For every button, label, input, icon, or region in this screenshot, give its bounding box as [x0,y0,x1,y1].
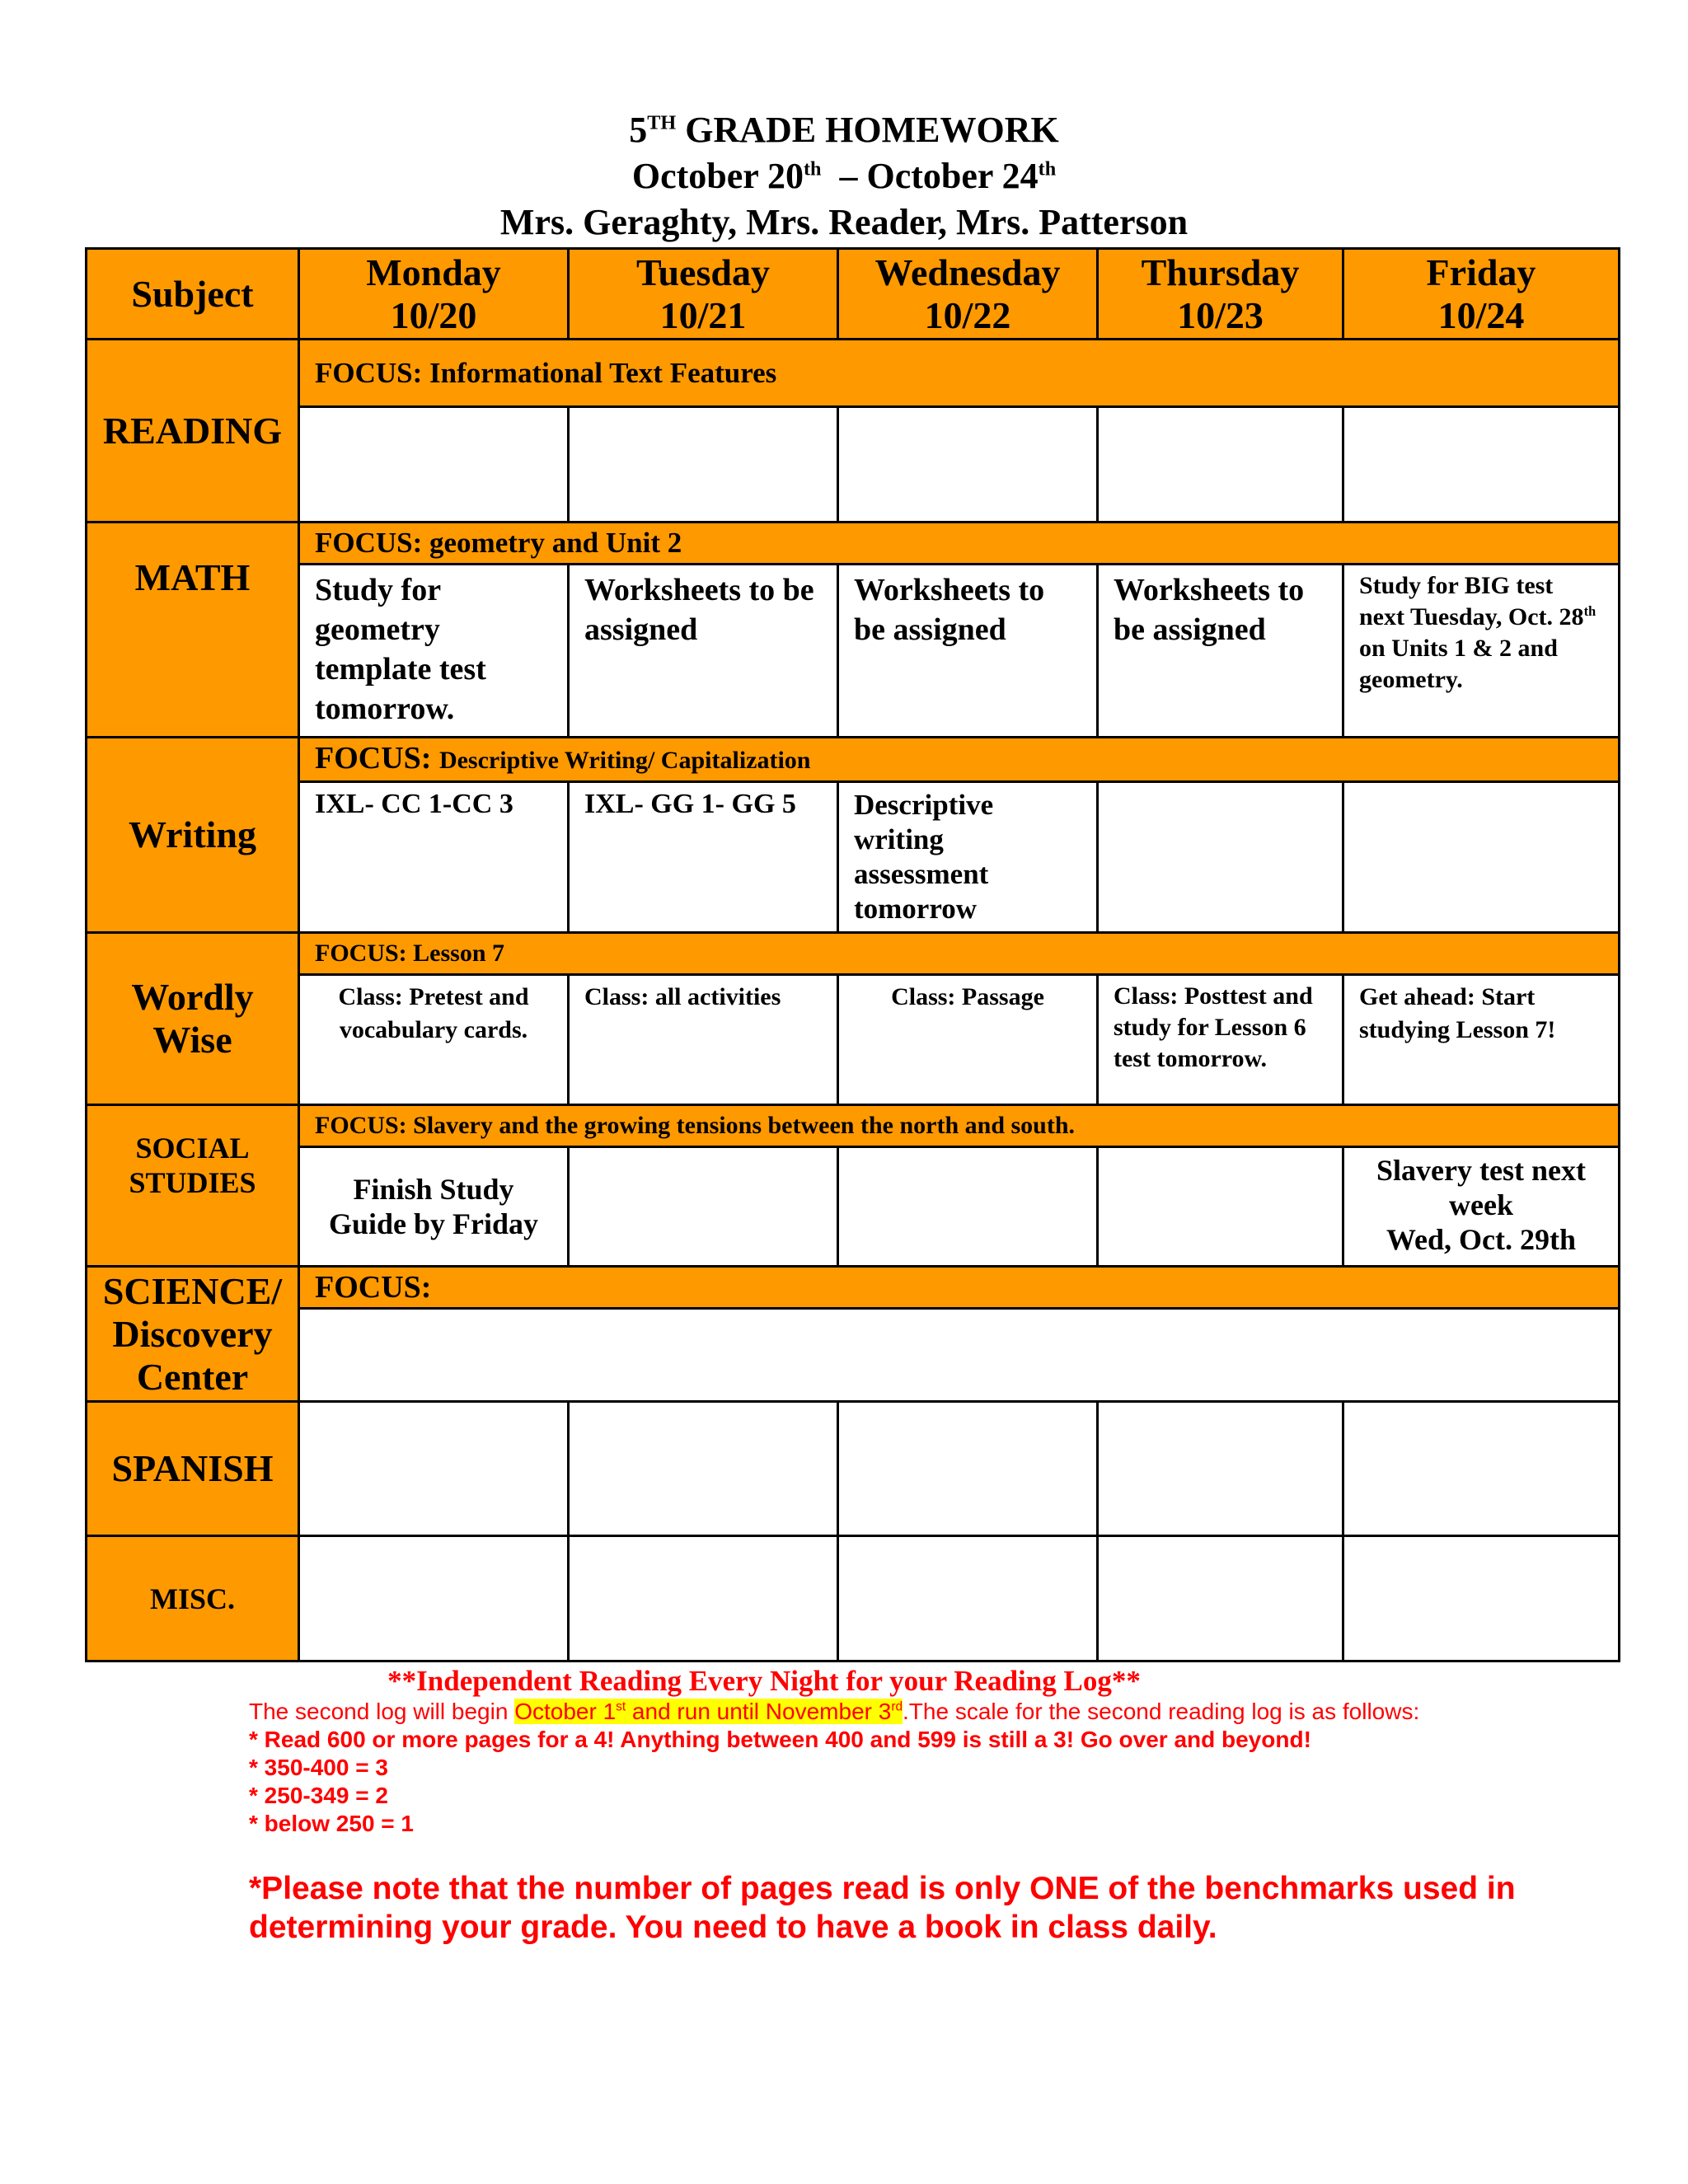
misc-monday [299,1536,569,1661]
math-wednesday: Worksheets to be assigned [838,565,1098,738]
social-focus: FOCUS: Slavery and the growing tensions between the north and south. [299,1105,1620,1147]
reading-row [87,407,1620,523]
scale-rule-2: * 350-400 = 3 [249,1755,388,1780]
writing-monday: IXL- CC 1-CC 3 [299,782,569,933]
reading-tuesday [569,407,838,523]
math-row [87,565,1620,738]
spanish-tuesday [569,1402,838,1536]
math-thursday: Worksheets to be assigned [1098,565,1343,738]
header-row [87,249,1620,340]
wordly-wednesday: Class: Passage [838,975,1098,1105]
scale-rule-1: * Read 600 or more pages for a 4! Anything between 400 and 599 is still a 3! Go over and beyond! [249,1727,1311,1752]
reading-thursday [1098,407,1343,523]
social-monday: Finish Study Guide by Friday [299,1147,569,1267]
writing-wednesday: Descriptive writing assessment tomorrow [838,782,1098,933]
homework-table [85,247,1620,1662]
math-monday: Study for geometry template test tomorrow. [299,565,569,738]
misc-tuesday [569,1536,838,1661]
scale-rule-4: * below 250 = 1 [249,1811,414,1836]
subject-writing: Writing [87,738,299,933]
wordly-row [87,975,1620,1105]
writing-focus: FOCUS: Descriptive Writing/ Capitalization [299,738,1620,782]
day-header-friday: Friday 10/24 [1343,249,1620,340]
reading-log-notes [249,1665,1568,1947]
subject-wordly-wise: Wordly Wise [87,933,299,1105]
reading-friday [1343,407,1620,523]
science-focus: FOCUS: [299,1267,1620,1309]
day-header-monday: Monday 10/20 [299,249,569,340]
social-friday: Slavery test next week Wed, Oct. 29th [1343,1147,1620,1267]
spanish-friday [1343,1402,1620,1536]
day-header-tuesday: Tuesday 10/21 [569,249,838,340]
subject-misc: MISC. [87,1536,299,1661]
writing-row [87,782,1620,933]
social-row [87,1147,1620,1267]
date-range: October 20th – October 24th [631,156,1057,196]
subject-header: Subject [87,249,299,340]
wordly-friday: Get ahead: Start studying Lesson 7! [1343,975,1620,1105]
misc-row [87,1536,1620,1661]
reading-wednesday [838,407,1098,523]
spanish-row [87,1402,1620,1536]
social-tuesday [569,1147,838,1267]
misc-friday [1343,1536,1620,1661]
writing-thursday [1098,782,1343,933]
wordly-monday: Class: Pretest and vocabulary cards. [299,975,569,1105]
day-header-wednesday: Wednesday 10/22 [838,249,1098,340]
spanish-wednesday [838,1402,1098,1536]
misc-wednesday [838,1536,1098,1661]
writing-friday [1343,782,1620,933]
subject-reading: READING [87,340,299,523]
reading-log-intro: The second log will begin October 1st and run until November 3rd.The scale for the second reading log is as follows: [249,1699,1420,1724]
reading-log-title: **Independent Reading Every Night for your Reading Log** [387,1665,1141,1697]
math-focus: FOCUS: geometry and Unit 2 [299,523,1620,565]
subject-science: SCIENCE/ Discovery Center [87,1267,299,1402]
scale-rule-3: * 250-349 = 2 [249,1783,388,1808]
math-tuesday: Worksheets to be assigned [569,565,838,738]
social-thursday [1098,1147,1343,1267]
spanish-thursday [1098,1402,1343,1536]
wordly-thursday: Class: Posttest and study for Lesson 6 test tomorrow. [1098,975,1343,1105]
reading-focus: FOCUS: Informational Text Features [299,340,1620,407]
writing-tuesday: IXL- GG 1- GG 5 [569,782,838,933]
benchmark-note: *Please note that the number of pages read is only ONE of the benchmarks used in determining your grade. You need to have a book in class daily. [249,1871,1516,1945]
subject-spanish: SPANISH [87,1402,299,1536]
day-header-thursday: Thursday 10/23 [1098,249,1343,340]
wordly-tuesday: Class: all activities [569,975,838,1105]
page-title: 5TH GRADE HOMEWORK [629,110,1059,150]
subject-social-studies: SOCIAL STUDIES [87,1105,299,1267]
misc-thursday [1098,1536,1343,1661]
math-friday: Study for BIG test next Tuesday, Oct. 28th on Units 1 & 2 and geometry. [1343,565,1620,738]
science-row [87,1309,1620,1402]
teachers-line: Mrs. Geraghty, Mrs. Reader, Mrs. Patterson [499,202,1189,242]
subject-math: MATH [87,523,299,738]
reading-monday [299,407,569,523]
wordly-focus: FOCUS: Lesson 7 [299,933,1620,975]
science-content [299,1309,1620,1402]
spanish-monday [299,1402,569,1536]
social-wednesday [838,1147,1098,1267]
